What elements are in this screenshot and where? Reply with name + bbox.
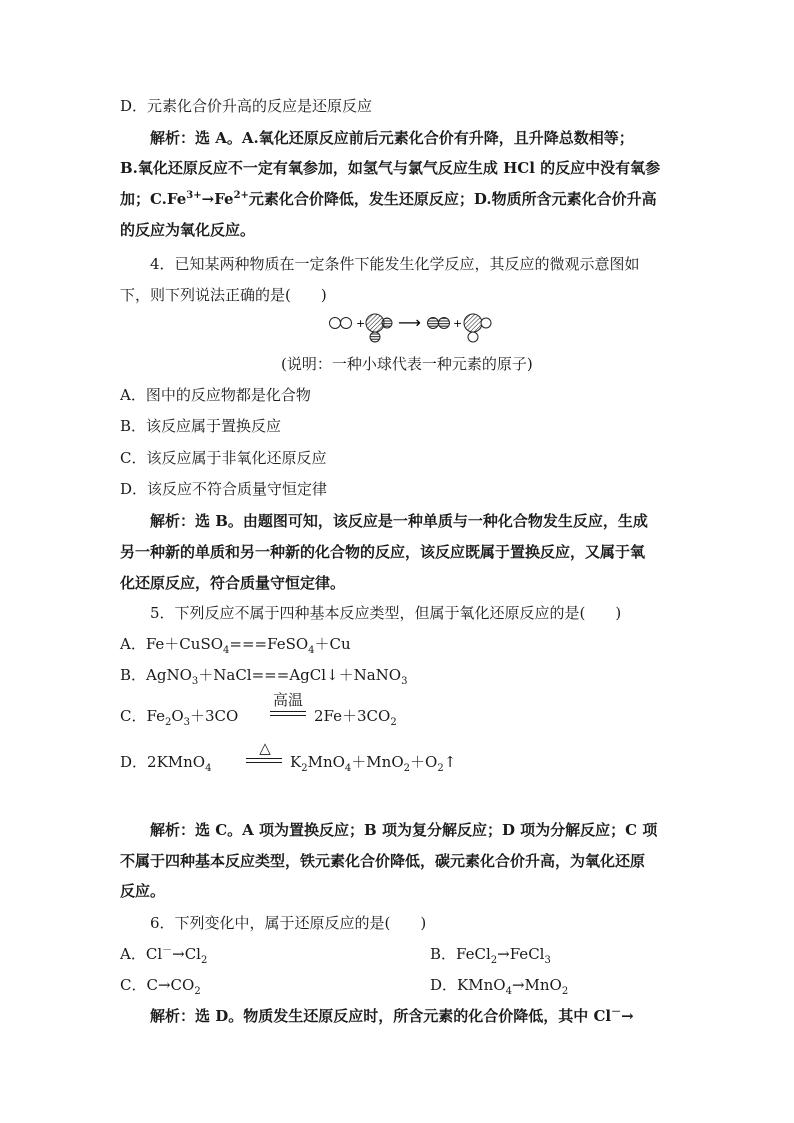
q5-option-c-product (314, 706, 514, 726)
formula-text: ＋3CO (190, 707, 239, 725)
reaction-condition: 高温 (272, 691, 303, 709)
answer-4-line-2: 另一种新的单质和另一种新的化合物的反应，该反应既属于置换反应，又属于氧 (120, 543, 646, 561)
question-4-line-2: 下，则下列说法正确的是( ) (120, 286, 327, 304)
question-5: 5．下列反应不属于四种基本反应类型，但属于氧化还原反应的是( ) (150, 604, 622, 622)
formula-sub: 2 (403, 763, 410, 774)
equals-line (246, 762, 282, 763)
answer-5-line-3: 反应。 (120, 882, 166, 900)
formula-sub: 2 (200, 955, 208, 966)
formula-text: O (171, 707, 184, 725)
formula-text: K (290, 753, 302, 771)
q6-option-b (430, 944, 551, 964)
answer-4-line-3: 化还原反应，符合质量守恒定律。 (120, 574, 346, 592)
answer-lead: 解析： (150, 821, 196, 839)
formula-text: AgNO (146, 666, 192, 684)
charge-sup: － (162, 945, 173, 956)
q6-option-c (120, 975, 420, 995)
formula-sub: 2 (164, 717, 172, 728)
reactant-1-molecule (330, 318, 352, 329)
answer-5-text-1: 选 C。A 项为置换反应；B 项为复分解反应；D 项为分解反应；C 项 (195, 821, 658, 839)
formula-text: MnO (307, 753, 345, 771)
formula-sub: 2 (437, 763, 444, 774)
answer-6-line-1 (150, 1006, 710, 1026)
formula-sub: 4 (308, 645, 315, 656)
answer-lead: 解析： (150, 1007, 196, 1025)
q5-option-a (120, 634, 680, 654)
answer-4-line-1 (150, 511, 710, 531)
formula-text: ↑ (443, 753, 457, 771)
option-label: B． (430, 945, 457, 963)
answer-3-line-2: B.氧化还原反应不一定有氧参加，如氢气与氯气反应生成 HCl 的反应中没有氧参 (120, 159, 661, 177)
answer-6-text-2: → (621, 1007, 634, 1025)
formula-text: Fe (146, 707, 165, 725)
answer-5-line-1 (150, 820, 710, 840)
product-2-molecule (464, 314, 491, 342)
diagram-caption: (说明：一种小球代表一种元素的原子) (281, 355, 533, 373)
charge-sup: － (611, 1007, 622, 1018)
formula-sub: 4 (344, 763, 352, 774)
formula-sub: 2 (194, 986, 201, 997)
answer-3-text-3b: →Fe (201, 190, 234, 208)
formula-text: FeCl (456, 945, 491, 963)
option-label: A． (120, 945, 146, 963)
formula-sub: 2 (561, 986, 569, 997)
q4-option-c: C．该反应属于非氧化还原反应 (120, 449, 327, 467)
formula-text: KMnO (457, 976, 506, 994)
formula-sub: 4 (223, 645, 230, 656)
formula-text: →MnO (511, 976, 562, 994)
formula-sub: 2 (301, 763, 308, 774)
answer-6-text-1: 选 D。物质发生还原反应时，所含元素的化合价降低，其中 Cl (195, 1007, 612, 1025)
equals-line (270, 715, 306, 716)
formula-sub: 4 (205, 763, 212, 774)
heat-condition: △ (259, 739, 271, 757)
answer-5-line-2: 不属于四种基本反应类型，铁元素化合价降低，碳元素化合价升高，为氧化还原 (120, 852, 646, 870)
q4-option-b: B．该反应属于置换反应 (120, 417, 282, 435)
formula-text: ===FeSO (229, 635, 309, 653)
answer-3-text-1: 选 A。A.氧化还原反应前后元素化合价有升降，且升降总数相等； (195, 129, 634, 147)
option-label: A． (120, 635, 146, 653)
formula-text: 2KMnO (147, 753, 206, 771)
option-label: D． (430, 976, 458, 994)
formula-text: Cl (145, 945, 163, 963)
question-6: 6．下列变化中，属于还原反应的是( ) (150, 914, 427, 932)
answer-3-text-3a: 加；C.Fe (120, 190, 187, 208)
answer-lead: 解析： (150, 129, 196, 147)
formula-sub: 3 (401, 676, 408, 687)
product-1-molecule (428, 318, 450, 329)
formula-sub: 3 (191, 676, 199, 687)
plus-sign: + (356, 317, 366, 330)
answer-4-text-1: 选 B。由题图可知，该反应是一种单质与一种化合物发生反应，生成 (195, 512, 648, 530)
q6-option-a (120, 944, 420, 964)
formula-sub: 2 (390, 717, 397, 728)
answer-lead: 解析： (150, 512, 196, 530)
q6-option-d (430, 975, 568, 995)
option-label: C． (120, 707, 147, 725)
formula-text: →Cl (172, 945, 201, 963)
plus-sign: + (453, 317, 463, 330)
answer-3-line-4: 的反应为氧化反应。 (120, 221, 256, 239)
answer-3-text-3c: 元素化合价降低，发生还原反应；D.物质所含元素化合价升高 (248, 190, 657, 208)
reaction-arrow: ⟶ (398, 313, 421, 332)
formula-text: ＋Cu (314, 635, 351, 653)
formula-sub: 3 (183, 717, 191, 728)
question-4-line-1: 4．已知某两种物质在一定条件下能发生化学反应，其反应的微观示意图如 (150, 255, 640, 273)
reactant-2-molecule (366, 314, 392, 342)
equals-line (246, 758, 282, 759)
option-label: C． (120, 976, 147, 994)
q4-option-a: A．图中的反应物都是化合物 (120, 386, 311, 404)
charge-sup: 2+ (233, 190, 249, 201)
option-label: B． (120, 666, 147, 684)
answer-3-line-1 (150, 128, 710, 148)
formula-sub: 3 (544, 955, 551, 966)
formula-text: →FeCl (497, 945, 545, 963)
formula-sub: 4 (505, 986, 512, 997)
formula-text: 2Fe＋3CO (314, 707, 391, 725)
formula-sub: 2 (490, 955, 498, 966)
formula-text: ＋NaCl===AgCl↓＋NaNO (198, 666, 402, 684)
q5-option-d-product (290, 752, 590, 772)
equals-line (270, 711, 306, 712)
q3-option-d: D．元素化合价升高的反应是还原反应 (120, 97, 373, 115)
formula-text: ＋O (410, 753, 438, 771)
formula-text: C→CO (146, 976, 195, 994)
formula-text: ＋MnO (351, 753, 404, 771)
answer-3-line-3 (120, 189, 680, 209)
q4-option-d: D．该反应不符合质量守恒定律 (120, 480, 328, 498)
formula-text: Fe＋CuSO (145, 635, 224, 653)
reaction-diagram (326, 310, 506, 346)
charge-sup: 3+ (186, 190, 202, 201)
q5-option-b (120, 665, 680, 685)
option-label: D． (120, 753, 148, 771)
